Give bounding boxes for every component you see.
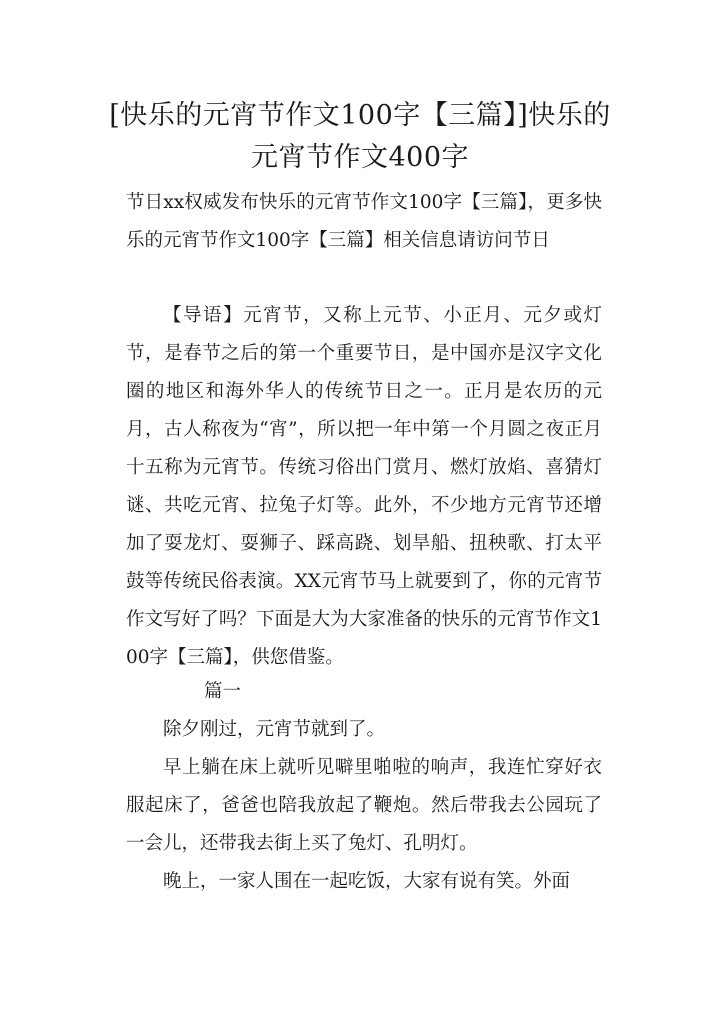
- body-paragraph: 早上躺在床上就听见噼里啪啦的响声，我连忙穿好衣服起床了，爸爸也陪我放起了鞭炮。然后带我去公园玩了一会儿，还带我去街上买了兔灯、孔明灯。: [126, 757, 602, 854]
- guide-paragraph: 【导语】元宵节，又称上元节、小正月、元夕或灯节，是春节之后的第一个重要节日，是中国亦是汉字文化圈的地区和海外华人的传统节日之一。正月是农历的元月，古人称夜为“宵”，所以把一年中第一个月圆之夜正月十五称为元宵节。传统习俗出门赏月、燃灯放焰、喜猜灯谜、共吃元宵、拉兔子灯等。此外，不少地方元宵节还增加了耍龙灯、耍狮子、踩高跷、划旱船、扭秧歌、打太平鼓等传统民俗表演。XX元宵节马上就要到了，你的元宵节作文写好了吗？下面是大为大家准备的快乐的元宵节作文100字【三篇】，供您借鉴。: [126, 305, 602, 668]
- body-paragraph: 晚上，一家人围在一起吃饭，大家有说有笑。外面: [163, 871, 571, 892]
- intro-paragraph: 节日xx权威发布快乐的元宵节作文100字【三篇】，更多快乐的元宵节作文100字【三篇】相关信息请访问节日: [126, 192, 602, 251]
- document-title: [快乐的元宵节作文100字【三篇】]快乐的元宵节作文400字: [109, 100, 611, 173]
- body-paragraph: 除夕刚过，元宵节就到了。: [163, 719, 386, 740]
- section-heading: 篇一: [204, 681, 242, 702]
